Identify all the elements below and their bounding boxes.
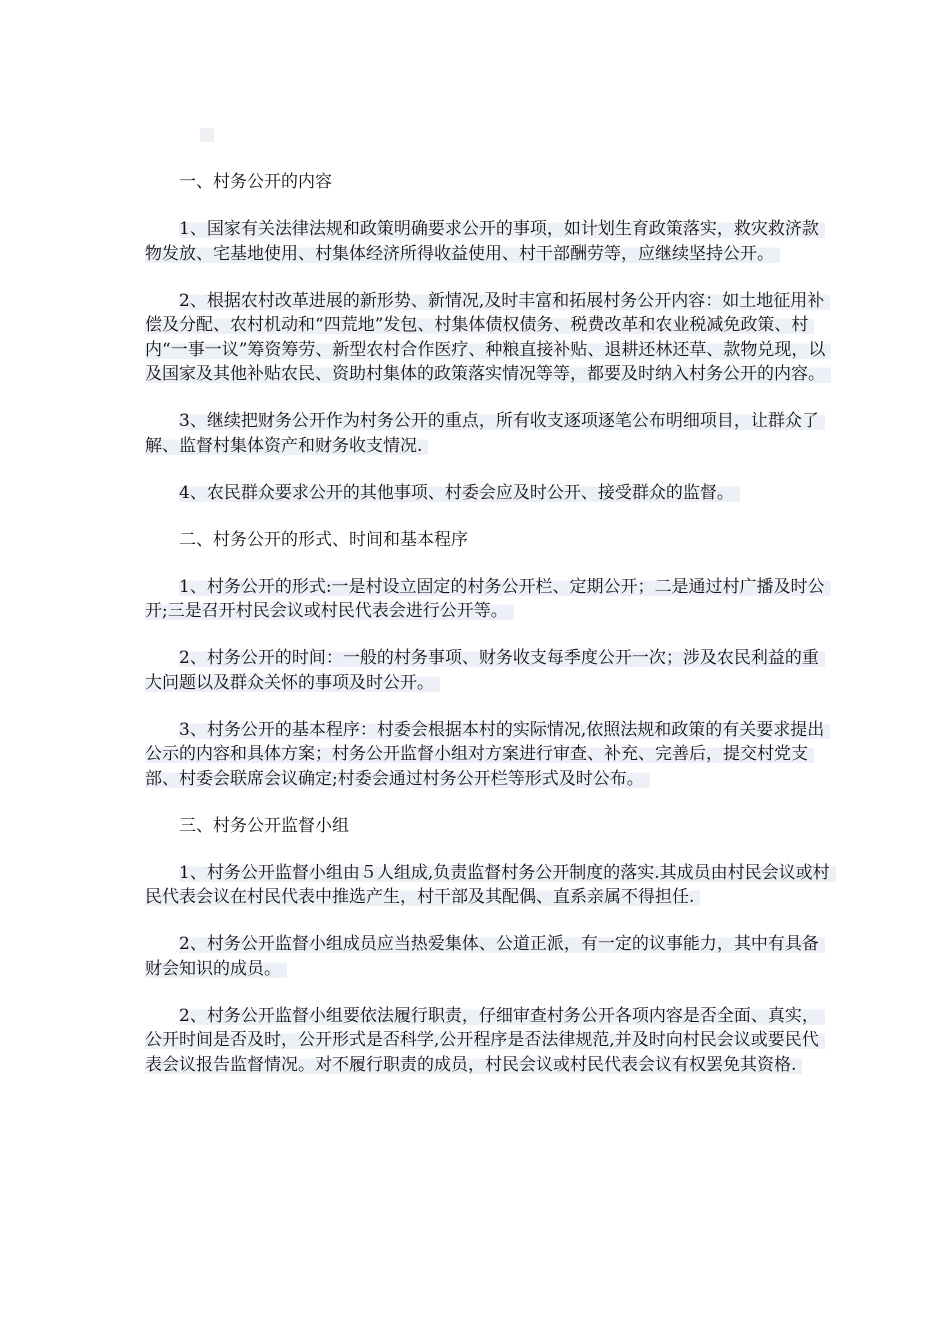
document-body xyxy=(145,170,835,1100)
paragraph: 2、村务公开监督小组要依法履行职责，仔细审查村务公开各项内容是否全面、真实，公开时间是否及时，公开形式是否科学,公开程序是否法律规范,并及时向村民会议或要民代表会议报告监督情况。对不履行职责的成员，村民会议或村民代表会议有权罢免其资格. xyxy=(145,1004,835,1078)
paragraph: 1、国家有关法律法规和政策明确要求公开的事项，如计划生育政策落实，救灾救济款物发放、宅基地使用、村集体经济所得收益使用、村干部酬劳等，应继续坚持公开。 xyxy=(145,217,835,266)
paragraph: 2、村务公开监督小组成员应当热爱集体、公道正派，有一定的议事能力，其中有具备财会知识的成员。 xyxy=(145,932,835,981)
corner-mark xyxy=(200,128,214,142)
paragraph: 4、农民群众要求公开的其他事项、村委会应及时公开、接受群众的监督。 xyxy=(145,481,835,506)
paragraph: 2、根据农村改革进展的新形势、新情况,及时丰富和拓展村务公开内容：如土地征用补偿及分配、农村机动和“四荒地”发包、村集体债权债务、税费改革和农业税减免政策、村内“一事一议”筹资筹劳、新型农村合作医疗、种粮直接补贴、退耕还林还草、款物兑现，以及国家及其他补贴农民、资助村集体的政策落实情况等等，都要及时纳入村务公开的内容。 xyxy=(145,289,835,387)
section-heading-2: 二、村务公开的形式、时间和基本程序 xyxy=(179,529,468,550)
paragraph: 3、继续把财务公开作为村务公开的重点，所有收支逐项逐笔公布明细项目，让群众了解、监督村集体资产和财务收支情况. xyxy=(145,409,835,458)
section-heading-1: 一、村务公开的内容 xyxy=(179,172,332,192)
paragraph: 1、村务公开监督小组由５人组成,负责监督村务公开制度的落实.其成员由村民会议或村民代表会议在村民代表中推选产生，村干部及其配偶、直系亲属不得担任. xyxy=(145,861,835,910)
paragraph: 1、村务公开的形式:一是村设立固定的村务公开栏、定期公开；二是通过村广播及时公开;三是召开村民会议或村民代表会进行公开等。 xyxy=(145,575,835,624)
section-heading-3: 三、村务公开监督小组 xyxy=(179,815,349,836)
paragraph: 2、村务公开的时间：一般的村务事项、财务收支每季度公开一次；涉及农民利益的重大问题以及群众关怀的事项及时公开。 xyxy=(145,646,835,695)
paragraph: 3、村务公开的基本程序：村委会根据本村的实际情况,依照法规和政策的有关要求提出公示的内容和具体方案；村务公开监督小组对方案进行审查、补充、完善后，提交村党支部、村委会联席会议确定;村委会通过村务公开栏等形式及时公布。 xyxy=(145,718,835,792)
